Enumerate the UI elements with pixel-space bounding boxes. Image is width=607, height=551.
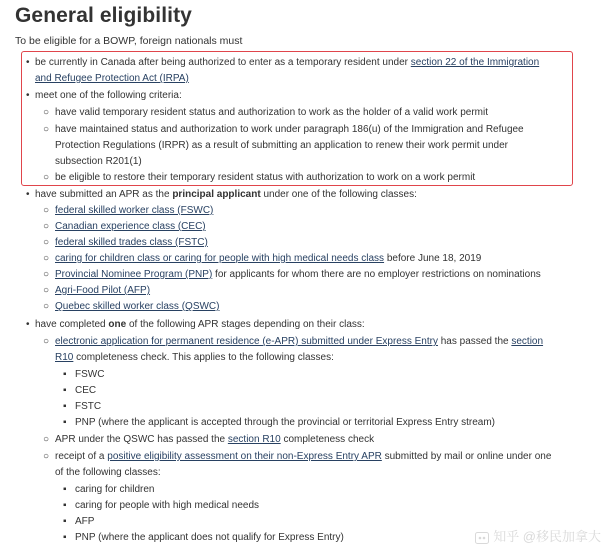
criterion-text: under one of the following classes: — [260, 189, 417, 200]
criterion-text: of the following APR stages depending on their class: — [126, 319, 365, 330]
bullet-square: ▪ — [63, 484, 67, 495]
principal-applicant-bold: principal applicant — [172, 189, 261, 200]
eligibility-assessment-link[interactable]: positive eligibility assessment on their non-Express Entry APR — [107, 451, 382, 462]
sub-class-item: FSWC — [75, 369, 105, 380]
caring-classes-link[interactable]: caring for children class or caring for people with high medical needs class — [55, 253, 385, 264]
intro-text: To be eligible for a BOWP, foreign nationals must — [15, 35, 243, 47]
bullet-circle: ○ — [43, 336, 50, 347]
bullet-circle: ○ — [43, 237, 50, 248]
watermark — [475, 526, 601, 545]
bullet-square: ▪ — [63, 417, 67, 428]
sub-class-item: caring for children — [75, 484, 155, 495]
bullet-dot: • — [26, 57, 30, 68]
criterion-text: be currently in Canada after being authorized to enter as a temporary resident under — [35, 57, 411, 68]
class-item — [55, 284, 150, 297]
stage-text: APR under the QSWC has passed the — [55, 434, 228, 445]
one-bold: one — [108, 319, 127, 330]
sub-class-item: PNP (where the applicant does not qualify for Express Entry) — [75, 532, 344, 543]
section-r10-link-2[interactable]: section R10 — [227, 434, 281, 445]
criterion-line — [35, 318, 365, 331]
bullet-square: ▪ — [63, 385, 67, 396]
criterion-text: have submitted an APR as the — [35, 189, 173, 200]
stage-item — [55, 450, 551, 463]
bullet-dot: • — [26, 90, 30, 101]
subcriterion-line: have maintained status and authorization to work under paragraph 186(u) of the Immigration and Refugee — [55, 124, 524, 135]
class-item — [55, 204, 213, 217]
stage-text: receipt of a — [55, 451, 108, 462]
stage-item — [55, 335, 543, 348]
zhihu-logo-icon — [475, 532, 489, 544]
class-item-text: before June 18, 2019 — [384, 253, 482, 264]
fswc-link[interactable]: federal skilled worker class (FSWC) — [55, 205, 214, 216]
bullet-circle: ○ — [43, 124, 50, 135]
sub-class-item: AFP — [75, 516, 95, 527]
bullet-circle: ○ — [43, 221, 50, 232]
criterion-line — [35, 56, 539, 69]
fstc-link[interactable]: federal skilled trades class (FSTC) — [55, 237, 208, 248]
stage-text: completeness check. This applies to the following classes: — [73, 352, 334, 363]
bullet-square: ▪ — [63, 532, 67, 543]
subcriterion-line: subsection R201(1) — [55, 156, 142, 167]
stage-text: has passed the — [437, 336, 512, 347]
bullet-circle: ○ — [43, 451, 50, 462]
sub-class-item: PNP (where the applicant is accepted through the provincial or territorial Express Entry stream) — [75, 417, 496, 428]
bullet-circle: ○ — [43, 434, 50, 445]
bullet-square: ▪ — [63, 401, 67, 412]
stage-text: submitted by mail or online under one — [381, 451, 552, 462]
bullet-square: ▪ — [63, 516, 67, 527]
subcriterion-line: Protection Regulations (IRPR) as a result of submitting an application to renew their work permit under — [55, 140, 508, 151]
bullet-circle: ○ — [43, 301, 50, 312]
irpa-link[interactable]: section 22 of the Immigration — [410, 57, 540, 68]
stage-item — [55, 351, 334, 364]
bullet-square: ▪ — [63, 500, 67, 511]
bullet-dot: • — [26, 319, 30, 330]
bullet-circle: ○ — [43, 205, 50, 216]
stage-item: of the following classes: — [55, 467, 161, 478]
sub-class-item: caring for people with high medical needs — [75, 500, 259, 511]
subcriterion-line: be eligible to restore their temporary resident status with authorization to work on a work permit — [55, 172, 476, 183]
e-apr-link[interactable]: electronic application for permanent residence (e-APR) submitted under Express Entry — [55, 336, 438, 347]
criterion-line — [35, 72, 189, 85]
class-item — [55, 300, 219, 313]
qswc-link[interactable]: Quebec skilled worker class (QSWC) — [55, 301, 220, 312]
stage-item — [55, 433, 374, 446]
criterion-text: have completed — [35, 319, 109, 330]
criterion-line: meet one of the following criteria: — [35, 90, 182, 101]
section-r10-link-cont[interactable]: R10 — [55, 352, 74, 363]
cec-link[interactable]: Canadian experience class (CEC) — [55, 221, 206, 232]
irpa-link-cont[interactable]: and Refugee Protection Act (IRPA) — [35, 73, 189, 84]
bullet-dot: • — [26, 189, 30, 200]
criterion-line — [35, 188, 417, 201]
bullet-circle: ○ — [43, 253, 50, 264]
bullet-circle: ○ — [43, 172, 50, 183]
sub-class-item: CEC — [75, 385, 97, 396]
class-item — [55, 220, 206, 233]
bullet-square: ▪ — [63, 369, 67, 380]
bullet-circle: ○ — [43, 107, 50, 118]
watermark-text: 知乎 @移民加拿大 — [493, 529, 601, 544]
sub-class-item: FSTC — [75, 401, 102, 412]
class-item — [55, 252, 481, 265]
section-r10-link[interactable]: section — [511, 336, 544, 347]
subcriterion-line: have valid temporary resident status and authorization to work as the holder of a valid work permit — [55, 107, 488, 118]
bullet-circle: ○ — [43, 269, 50, 280]
bullet-circle: ○ — [43, 285, 50, 296]
pnp-link[interactable]: Provincial Nominee Program (PNP) — [55, 269, 213, 280]
stage-text: completeness check — [280, 434, 375, 445]
class-item-text: for applicants for whom there are no employer restrictions on nominations — [212, 269, 541, 280]
afp-link[interactable]: Agri-Food Pilot (AFP) — [55, 285, 151, 296]
class-item — [55, 236, 208, 249]
page-title: General eligibility — [15, 4, 192, 27]
class-item — [55, 268, 541, 281]
